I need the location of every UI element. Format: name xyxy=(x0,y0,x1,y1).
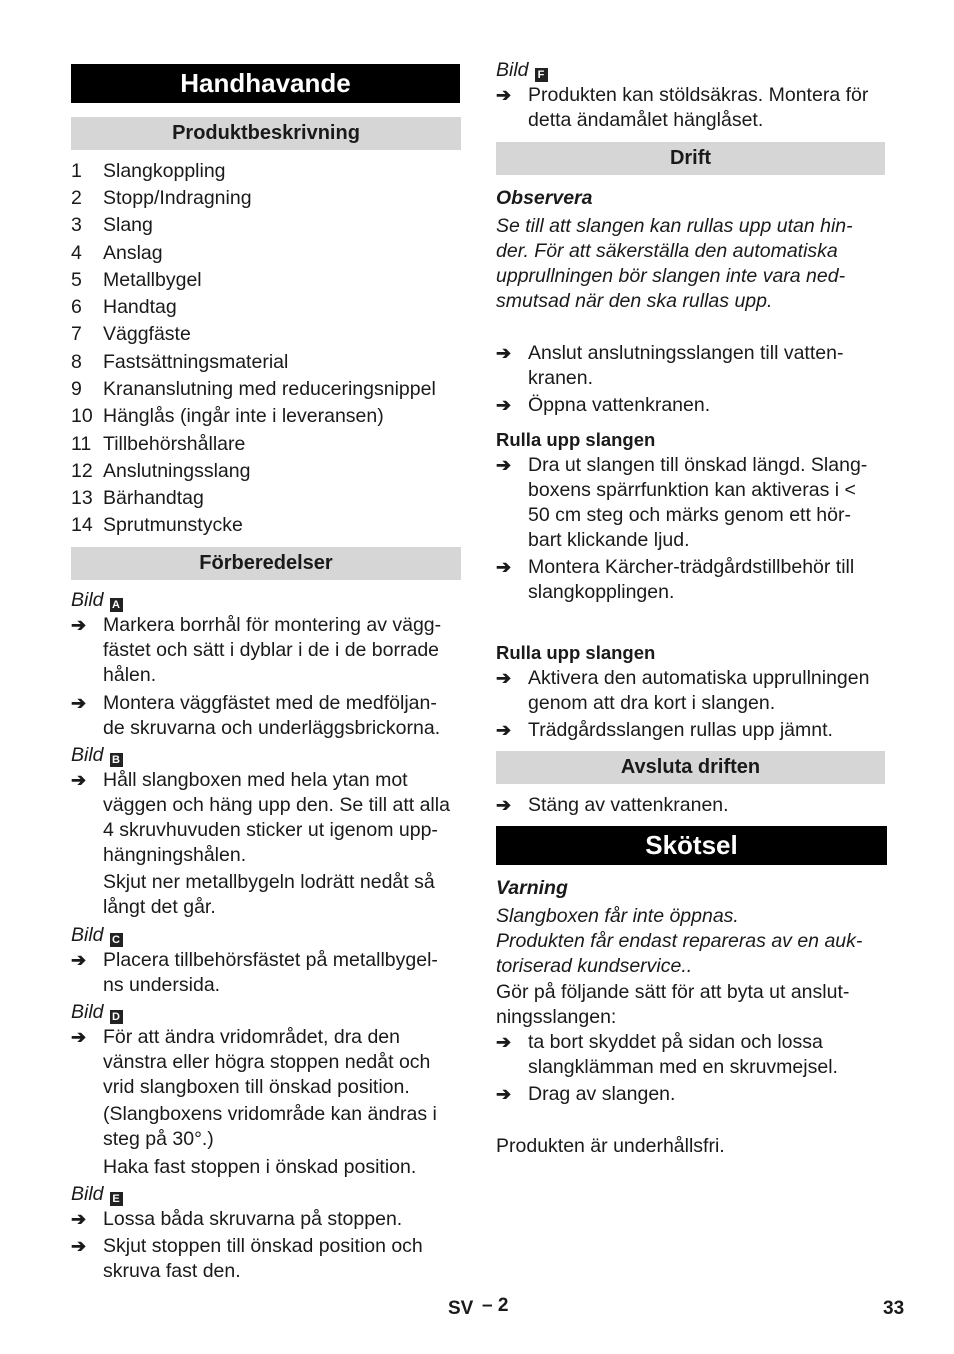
instruction-text: Stäng av vattenkranen. xyxy=(528,794,729,816)
figure-letter-icon: F xyxy=(535,68,548,82)
list-item: Väggfäste xyxy=(103,323,191,345)
list-item-number: 4 xyxy=(71,242,82,264)
arrow-right-icon: ➔ xyxy=(71,615,87,635)
instruction-text: Placera tillbehörsfästet på metallbygel- ns undersida. xyxy=(103,949,438,996)
list-item: Hänglås (ingår inte i leveransen) xyxy=(103,405,384,427)
instruction-text: Öppna vattenkranen. xyxy=(528,394,711,416)
figure-ref: Bild E xyxy=(71,1182,123,1207)
arrow-right-icon: ➔ xyxy=(71,950,87,970)
list-item-number: 6 xyxy=(71,296,82,318)
list-item-number: 13 xyxy=(71,487,93,509)
list-item: Sprutmunstycke xyxy=(103,514,243,536)
footer-language: SV xyxy=(448,1298,474,1319)
arrow-right-icon: ➔ xyxy=(496,455,512,475)
instruction-text: Skjut stoppen till önskad position och skruva fast den. xyxy=(103,1235,423,1282)
instruction-text: Lossa båda skruvarna på stoppen. xyxy=(103,1208,403,1230)
instruction-text: Trädgårdsslangen rullas upp jämnt. xyxy=(528,719,833,741)
heading-drift: Drift xyxy=(496,142,885,175)
instruction-text: Produkten kan stöldsäkras. Montera för detta ändamålet hänglåset. xyxy=(528,84,869,131)
arrow-right-icon: ➔ xyxy=(496,85,512,105)
figure-ref: Bild C xyxy=(71,923,123,948)
section-title-skotsel: Skötsel xyxy=(496,826,887,865)
list-item: Stopp/Indragning xyxy=(103,187,252,209)
list-item-number: 5 xyxy=(71,269,82,291)
body-text: Gör på följande sätt för att byta ut anslut- ningsslangen: xyxy=(496,981,850,1028)
arrow-right-icon: ➔ xyxy=(496,557,512,577)
instruction-text: Dra ut slangen till önskad längd. Slang- boxens spärrfunktion kan aktiveras i < 50 cm steg och märks genom ett hör- bart klickande ljud. xyxy=(528,454,868,551)
section-title-handhavande: Handhavande xyxy=(71,64,460,103)
heading-avsluta-driften: Avsluta driften xyxy=(496,751,885,784)
figure-letter-icon: E xyxy=(110,1192,123,1206)
heading-forberedelser: Förberedelser xyxy=(71,547,461,580)
arrow-right-icon: ➔ xyxy=(496,795,512,815)
warning-label: Varning xyxy=(496,877,568,899)
arrow-right-icon: ➔ xyxy=(71,693,87,713)
subheading-rulla-upp: Rulla upp slangen xyxy=(496,429,656,450)
list-item-number: 11 xyxy=(71,433,92,455)
arrow-right-icon: ➔ xyxy=(496,1084,512,1104)
instruction-text: Anslut anslutningsslangen till vatten- kranen. xyxy=(528,342,844,389)
instruction-text: Montera väggfästet med de medföljan- de skruvarna och underläggsbrickorna. xyxy=(103,692,441,739)
arrow-right-icon: ➔ xyxy=(496,720,512,740)
list-item: Anslag xyxy=(103,242,163,264)
arrow-right-icon: ➔ xyxy=(496,1032,512,1052)
instruction-text: ta bort skyddet på sidan och lossa slangklämman med en skruvmejsel. xyxy=(528,1031,838,1078)
subheading-rulla-upp: Rulla upp slangen xyxy=(496,642,656,663)
figure-letter-icon: D xyxy=(110,1010,123,1024)
list-item-number: 2 xyxy=(71,187,82,209)
list-item: Metallbygel xyxy=(103,269,202,291)
figure-letter-icon: B xyxy=(110,753,123,767)
arrow-right-icon: ➔ xyxy=(71,1236,87,1256)
arrow-right-icon: ➔ xyxy=(71,1209,87,1229)
figure-letter-icon: C xyxy=(110,933,123,947)
instruction-continuation: Skjut ner metallbygeln lodrätt nedåt så långt det går. xyxy=(103,871,435,918)
warning-text: Slangboxen får inte öppnas. Produkten får endast repareras av en auk- toriserad kundservice.. xyxy=(496,905,863,977)
figure-letter-icon: A xyxy=(110,598,123,612)
arrow-right-icon: ➔ xyxy=(496,668,512,688)
heading-produktbeskrivning: Produktbeskrivning xyxy=(71,117,461,150)
figure-ref: Bild A xyxy=(71,588,123,613)
page-number: 33 xyxy=(883,1298,905,1319)
instruction-continuation: Haka fast stoppen i önskad position. xyxy=(103,1156,417,1178)
note-label: Observera xyxy=(496,187,593,209)
instruction-text: Håll slangboxen med hela ytan mot väggen och häng upp den. Se till att alla 4 skruvhuvuden sticker ut igenom upp- hängningshålen. xyxy=(103,769,450,866)
list-item: Slangkoppling xyxy=(103,160,226,182)
list-item-number: 10 xyxy=(71,405,93,427)
list-item-number: 9 xyxy=(71,378,82,400)
instruction-text: Markera borrhål för montering av vägg- fästet och sätt i dyblar i de i de borrade hålen. xyxy=(103,614,442,686)
arrow-right-icon: ➔ xyxy=(71,770,87,790)
footer-local-page: – 2 xyxy=(482,1295,509,1316)
list-item-number: 7 xyxy=(71,323,82,345)
list-item: Fastsättningsmaterial xyxy=(103,351,289,373)
list-item: Slang xyxy=(103,214,153,236)
list-item: Handtag xyxy=(103,296,177,318)
list-item: Krananslutning med reduceringsnippel xyxy=(103,378,436,400)
instruction-text: För att ändra vridområdet, dra den vänstra eller högra stoppen nedåt och vrid slangboxen till önskad position. (Slangboxens vridområde kan ändras i steg på 30°.) xyxy=(103,1026,437,1150)
list-item-number: 12 xyxy=(71,460,93,482)
figure-ref: Bild F xyxy=(496,58,548,83)
arrow-right-icon: ➔ xyxy=(71,1027,87,1047)
instruction-text: Aktivera den automatiska upprullningen genom att dra kort i slangen. xyxy=(528,667,870,714)
instruction-text: Montera Kärcher-trädgårdstillbehör till slangkopplingen. xyxy=(528,556,855,603)
figure-ref: Bild B xyxy=(71,743,123,768)
list-item-number: 1 xyxy=(71,160,82,182)
list-item-number: 14 xyxy=(71,514,93,536)
list-item-number: 8 xyxy=(71,351,82,373)
list-item: Tillbehörshållare xyxy=(103,433,246,455)
body-text: Produkten är underhållsfri. xyxy=(496,1135,725,1157)
list-item: Bärhandtag xyxy=(103,487,204,509)
note-text: Se till att slangen kan rullas upp utan hin- der. För att säkerställa den automatiska upprullningen bör slangen inte vara ned- smutsad när den ska rullas upp. xyxy=(496,215,853,312)
list-item: Anslutningsslang xyxy=(103,460,251,482)
figure-ref: Bild D xyxy=(71,1000,123,1025)
arrow-right-icon: ➔ xyxy=(496,395,512,415)
instruction-text: Drag av slangen. xyxy=(528,1083,676,1105)
list-item-number: 3 xyxy=(71,214,82,236)
arrow-right-icon: ➔ xyxy=(496,343,512,363)
